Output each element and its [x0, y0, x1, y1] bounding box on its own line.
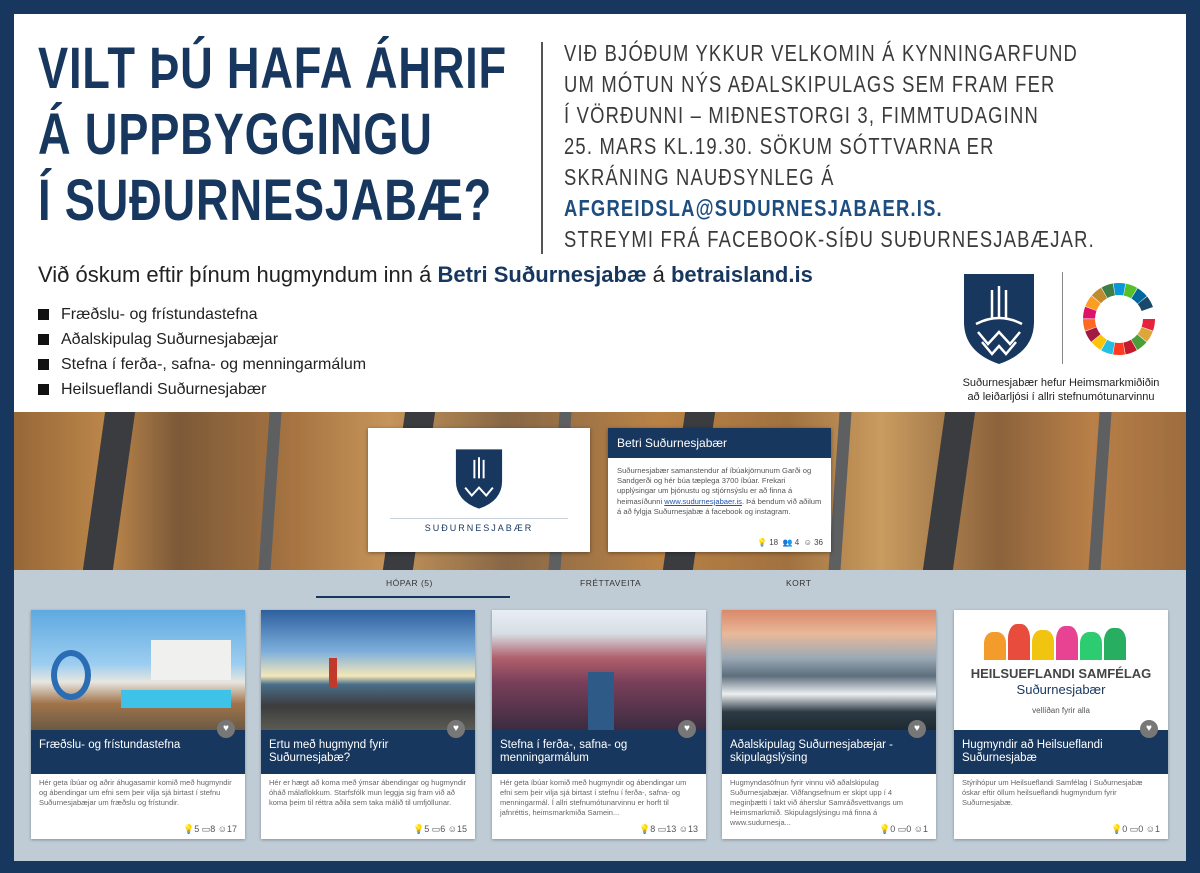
health-logo-title: HEILSUEFLANDI SAMFÉLAG: [970, 666, 1152, 681]
municipality-shield-icon: [454, 448, 504, 510]
group-card[interactable]: [954, 610, 1168, 839]
card-stats: 💡0 ▭0 ☺1: [878, 824, 928, 834]
lightbulb-icon: 💡: [757, 538, 767, 547]
card-image: [722, 610, 936, 730]
headline-line: VILT ÞÚ HAFA ÁHRIF: [38, 36, 507, 101]
people-figures-icon: [984, 624, 1139, 660]
stream-info: STREYMI FRÁ FACEBOOK-SÍÐU SUÐURNESJABÆJAR.: [564, 226, 1095, 252]
lightbulb-icon: 💡: [182, 824, 195, 834]
lightbulb-icon: 💡: [1110, 824, 1123, 834]
info-line: 25. MARS KL.19.30. SÖKUM SÓTTVARNA ER: [564, 133, 995, 159]
list-item: Heilsueflandi Suðurnesjabær: [38, 377, 366, 402]
logo-group: [956, 268, 1186, 408]
heart-icon[interactable]: ♥: [447, 720, 465, 738]
card-description: Hér er hægt að koma með ýmsar ábendingar og hugmyndir óháð málaflokkum. Starfsfólk mun leggja sig fram við að koma þeim til réttra aðila sem taka málið til umfjöllunar.: [269, 778, 467, 807]
heart-icon[interactable]: ♥: [217, 720, 235, 738]
brand-logo-card: [368, 428, 590, 552]
card-stats: 💡5 ▭6 ☺15: [412, 824, 467, 834]
comment-icon: ▭: [201, 824, 211, 834]
card-description: Hugmyndasöfnun fyrir vinnu við aðalskipulag Suðurnesjabæjar. Viðfangsefnum er skipt upp í 4 meginþætti í takt við áherslur Samráðsvettvangs um Heimsmarkmið. Skipulagslýsingu má finna á www.sudurnesja...: [730, 778, 903, 827]
bullet-square-icon: [38, 359, 49, 370]
about-card: [608, 428, 831, 552]
card-image: [954, 610, 1168, 730]
website-link[interactable]: www.sudurnesjabaer.is: [664, 496, 742, 506]
vote-icon: ☺: [678, 824, 688, 834]
about-text: Suðurnesjabær samanstendur af íbúakjörnunum Garði og Sandgerði og hér búa tæplega 3700 íbúar. Frekari upplýsingar um þjónustu og stjórnsýslu er að finna á heimasíðunni www.sudurnesjabaer.is. Þá bendum við aðilum á að fylgja Suðurnesjabæ á facebook og instagram.: [617, 466, 822, 516]
brand-name: Betri Suðurnesjabæ: [437, 262, 647, 287]
divider: [541, 42, 543, 254]
vote-icon: ☺: [447, 824, 457, 834]
card-image: [261, 610, 475, 730]
active-tab-indicator: [316, 596, 510, 598]
info-line: VIÐ BJÓÐUM YKKUR VELKOMIN Á KYNNINGARFUND: [564, 40, 1079, 66]
group-card[interactable]: [492, 610, 706, 839]
about-stats: 💡 18 👥 4 ☺ 36: [757, 538, 823, 547]
headline-line: Á UPPBYGGINGU: [38, 102, 433, 167]
comment-icon: ▭: [897, 824, 907, 834]
vote-icon: ☺: [803, 538, 812, 547]
card-description: Stýrihópur um Heilsueflandi Samfélag í Suðurnesjabæ óskar eftir öllum heilsueflandi hugmyndum fyrir Suðurnesjabæ.: [962, 778, 1143, 807]
info-line: UM MÓTUN NÝS AÐALSKIPULAGS SEM FRAM FER: [564, 71, 1056, 97]
vote-icon: ☺: [217, 824, 227, 834]
lightbulb-icon: 💡: [638, 824, 651, 834]
tab-map[interactable]: KORT: [786, 578, 812, 588]
comment-icon: ▭: [1129, 824, 1139, 834]
group-card[interactable]: [261, 610, 475, 839]
meeting-info: [564, 38, 1095, 255]
card-stats: 💡0 ▭0 ☺1: [1110, 824, 1160, 834]
card-title: Hugmyndir að Heilsueflandi Suðurnesjabæ: [954, 730, 1168, 774]
headline-line: Í SUÐURNESJABÆ?: [38, 168, 493, 233]
health-logo-subtitle: Suðurnesjabær: [1016, 682, 1106, 697]
comment-icon: ▭: [657, 824, 667, 834]
bullet-square-icon: [38, 309, 49, 320]
logo-divider: [1062, 272, 1063, 364]
list-item: Fræðslu- og frístundastefna: [38, 302, 366, 327]
lightbulb-icon: 💡: [412, 824, 425, 834]
list-item: Stefna í ferða-, safna- og menningarmálum: [38, 352, 366, 377]
sdg-wheel-icon: [1082, 282, 1156, 356]
tab-bar: [316, 578, 916, 600]
list-item: Aðalskipulag Suðurnesjabæjar: [38, 327, 366, 352]
about-title: Betri Suðurnesjabær: [608, 428, 831, 458]
card-stats: 💡5 ▭8 ☺17: [182, 824, 237, 834]
footer-border: [14, 861, 1186, 873]
card-description: Hér geta íbúar komið með hugmyndir og ábendingar um efni sem þeir vilja sjá birtast í stefnu í ferða-, safna- og menningarmál. Í allri stefnumótunarvinnu er horft til jafnréttis, heimsmarkmiða Samein...: [500, 778, 687, 817]
health-logo-tagline: vellíðan fyrir alla: [1032, 706, 1090, 715]
bullet-square-icon: [38, 384, 49, 395]
info-line: Í VÖRÐUNNI – MIÐNESTORGI 3, FIMMTUDAGINN: [564, 102, 1039, 128]
municipality-shield-icon: [962, 272, 1036, 366]
card-title: Ertu með hugmynd fyrir Suðurnesjabæ?: [261, 730, 475, 774]
card-description: Hér geta íbúar og aðrir áhugasamir komið með hugmyndir og ábendingar um efni sem þeir vilja sjá birtast í stefnu Suðurnesjabæjar um fræðslu og frístundir.: [39, 778, 232, 807]
card-title: Stefna í ferða-, safna- og menningarmálum: [492, 730, 706, 774]
intro-text: Við óskum eftir þínum hugmyndum inn á Betri Suðurnesjabæ á betraisland.is: [38, 262, 813, 287]
info-line: SKRÁNING NAUÐSYNLEG Á: [564, 164, 835, 190]
card-stats: 💡8 ▭13 ☺13: [638, 824, 698, 834]
aerial-photo-banner: [14, 412, 1186, 570]
tab-newsfeed[interactable]: FRÉTTAVEITA: [580, 578, 642, 588]
lightbulb-icon: 💡: [878, 824, 891, 834]
bullet-square-icon: [38, 334, 49, 345]
topic-list: [38, 302, 366, 402]
group-card[interactable]: [31, 610, 245, 839]
tab-groups[interactable]: HÓPAR (5): [386, 578, 433, 588]
logo-caption: Suðurnesjabær hefur Heimsmarkmiðiðin að leiðarljósi í allri stefnumótunarvinnu: [962, 377, 1160, 403]
group-card[interactable]: [722, 610, 936, 839]
vote-icon: ☺: [1145, 824, 1155, 834]
email-link[interactable]: AFGREIDSLA@SUDURNESJABAER.IS.: [564, 195, 943, 221]
vote-icon: ☺: [913, 824, 923, 834]
people-icon: 👥: [782, 538, 793, 547]
card-title: Aðalskipulag Suðurnesjabæjar - skipulagslýsing: [722, 730, 936, 774]
heart-icon[interactable]: ♥: [1140, 720, 1158, 738]
card-title: Fræðslu- og frístundastefna: [31, 730, 245, 774]
heart-icon[interactable]: ♥: [678, 720, 696, 738]
brand-wordmark: SUÐURNESJABÆR: [424, 523, 534, 533]
comment-icon: ▭: [431, 824, 441, 834]
headline: [38, 36, 507, 234]
heart-icon[interactable]: ♥: [908, 720, 926, 738]
site-link[interactable]: betraisland.is: [670, 262, 813, 287]
card-image: [492, 610, 706, 730]
card-image: [31, 610, 245, 730]
groups-panel: [14, 570, 1186, 861]
poster-header: [14, 14, 1186, 412]
